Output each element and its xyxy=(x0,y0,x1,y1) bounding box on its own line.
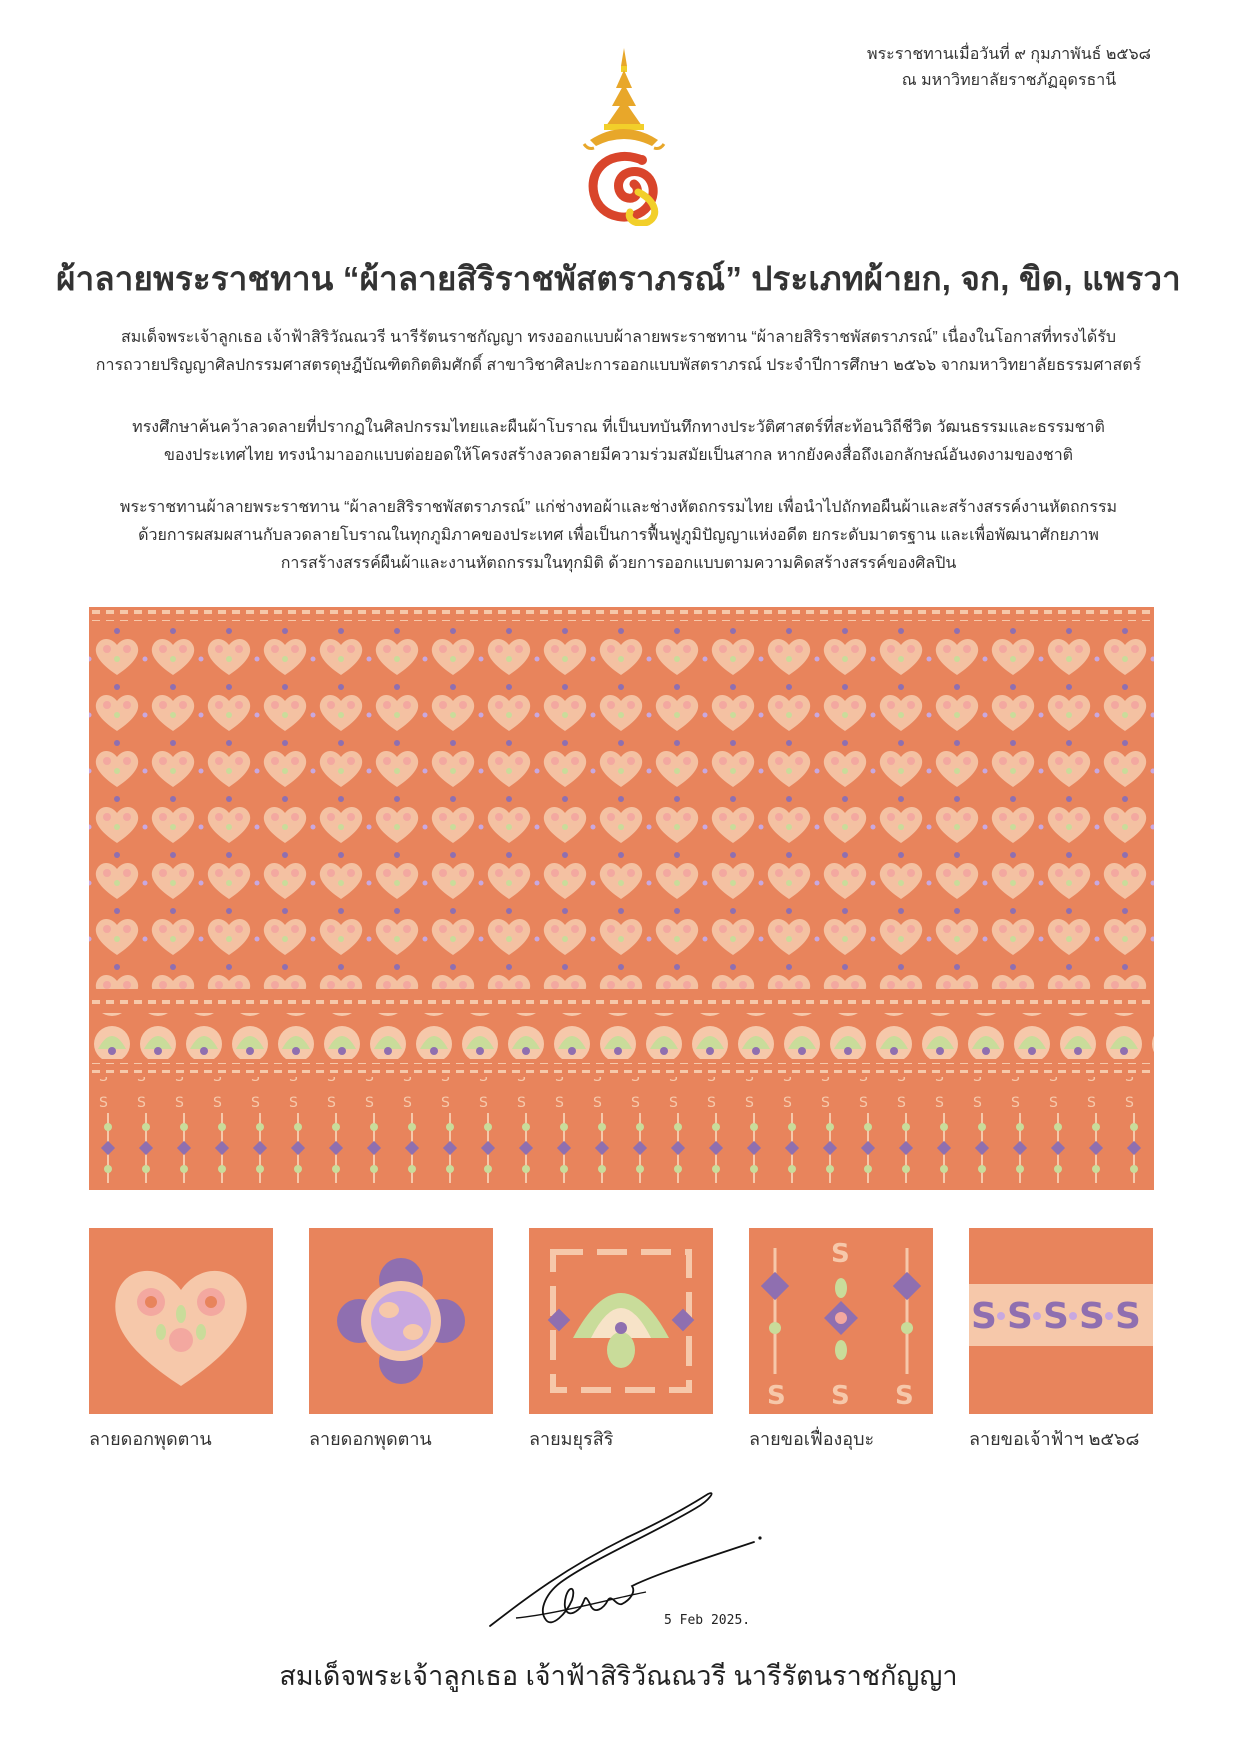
paragraph-3 xyxy=(80,494,1157,578)
dateline-date: พระราชทานเมื่อวันที่ ๙ กุมภาพันธ์ ๒๕๖๘ xyxy=(867,46,1151,63)
fabric-pattern-image xyxy=(89,607,1154,1190)
four-petal-flower-motif-icon xyxy=(309,1228,493,1414)
svg-text:S: S xyxy=(971,1296,997,1337)
paragraph-1 xyxy=(80,324,1157,380)
peacock-motif-icon xyxy=(529,1228,713,1414)
motif-label-4: ลายขอเฟื่องอุบะ xyxy=(749,1429,875,1449)
svg-text:S: S xyxy=(831,1381,850,1411)
svg-text:S: S xyxy=(1043,1296,1069,1337)
heart-floral-motif-icon xyxy=(89,1228,273,1414)
motif-gallery xyxy=(89,1228,1154,1414)
paragraph-line: ทรงศึกษาค้นคว้าลวดลายที่ปรากฏในศิลปกรรมไทยและผืนผ้าโบราณ ที่เป็นบทบันทึกทางประวัติศาสตร์ที่สะท้อนวิถีชีวิต วัฒนธรรมและธรรมชาติ xyxy=(132,419,1105,436)
svg-text:S: S xyxy=(1007,1296,1033,1337)
motif-label-1: ลายดอกพุดตาน xyxy=(89,1429,212,1449)
paragraph-line: สมเด็จพระเจ้าลูกเธอ เจ้าฟ้าสิริวัณณวรี นารีรัตนราชกัญญา ทรงออกแบบผ้าลายพระราชทาน “ผ้าลายสิริราชพัสตราภรณ์” เนื่องในโอกาสที่ทรงได้รับ xyxy=(120,329,1117,346)
paragraph-line: ของประเทศไทย ทรงนำมาออกแบบต่อยอดให้โครงสร้างลวดลายมีความร่วมสมัยเป็นสากล หากยังคงสื่อถึงเอกลักษณ์อันงดงามของชาติ xyxy=(163,447,1074,464)
svg-text:S: S xyxy=(831,1239,850,1269)
royal-monogram-emblem-icon xyxy=(582,48,666,226)
svg-text:S: S xyxy=(767,1381,786,1411)
motif-label-2: ลายดอกพุดตาน xyxy=(309,1429,432,1449)
motif-label-5: ลายขอเจ้าฟ้าฯ ๒๕๖๘ xyxy=(969,1429,1140,1449)
svg-text:S: S xyxy=(895,1381,914,1411)
hanging-garland-motif-icon xyxy=(749,1228,933,1414)
signature-date: 5 Feb 2025. xyxy=(664,1613,751,1628)
motif-label-3: ลายมยุรสิริ xyxy=(529,1429,614,1449)
paragraph-line: การสร้างสรรค์ผืนผ้าและงานหัตถกรรมในทุกมิติ ด้วยการออกแบบตามความคิดสร้างสรรค์ของศิลปิน xyxy=(280,555,957,572)
svg-text:S: S xyxy=(1079,1296,1105,1337)
dateline xyxy=(867,42,1151,94)
svg-text:S: S xyxy=(1115,1296,1141,1337)
signer-name: สมเด็จพระเจ้าลูกเธอ เจ้าฟ้าสิริวัณณวรี นารีรัตนราชกัญญา xyxy=(279,1661,958,1691)
s-hook-border-motif-icon xyxy=(969,1228,1153,1414)
paragraph-line: การถวายปริญญาศิลปกรรมศาสตรดุษฎีบัณฑิตกิตติมศักดิ์ สาขาวิชาศิลปะการออกแบบพัสตราภรณ์ ประจำปีการศึกษา ๒๕๖๖ จากมหาวิทยาลัยธรรมศาสตร์ xyxy=(95,357,1142,374)
dateline-place: ณ มหาวิทยาลัยราชภัฏอุดรธานี xyxy=(901,72,1117,89)
paragraph-line: ด้วยการผสมผสานกับลวดลายโบราณในทุกภูมิภาคของประเทศ เพื่อเป็นการฟื้นฟูภูมิปัญญาแห่งอดีต ยกระดับมาตรฐาน และเพื่อพัฒนาศักยภาพ xyxy=(138,527,1099,544)
paragraph-2 xyxy=(80,414,1157,470)
paragraph-line: พระราชทานผ้าลายพระราชทาน “ผ้าลายสิริราชพัสตราภรณ์” แก่ช่างทอผ้าและช่างหัตถกรรมไทย เพื่อนำไปถักทอผืนผ้าและสร้างสรรค์งานหัตถกรรม xyxy=(119,499,1118,516)
page-title: ผ้าลายพระราชทาน “ผ้าลายสิริราชพัสตราภรณ์” ประเภทผ้ายก, จก, ขิด, แพรวา xyxy=(56,260,1181,297)
